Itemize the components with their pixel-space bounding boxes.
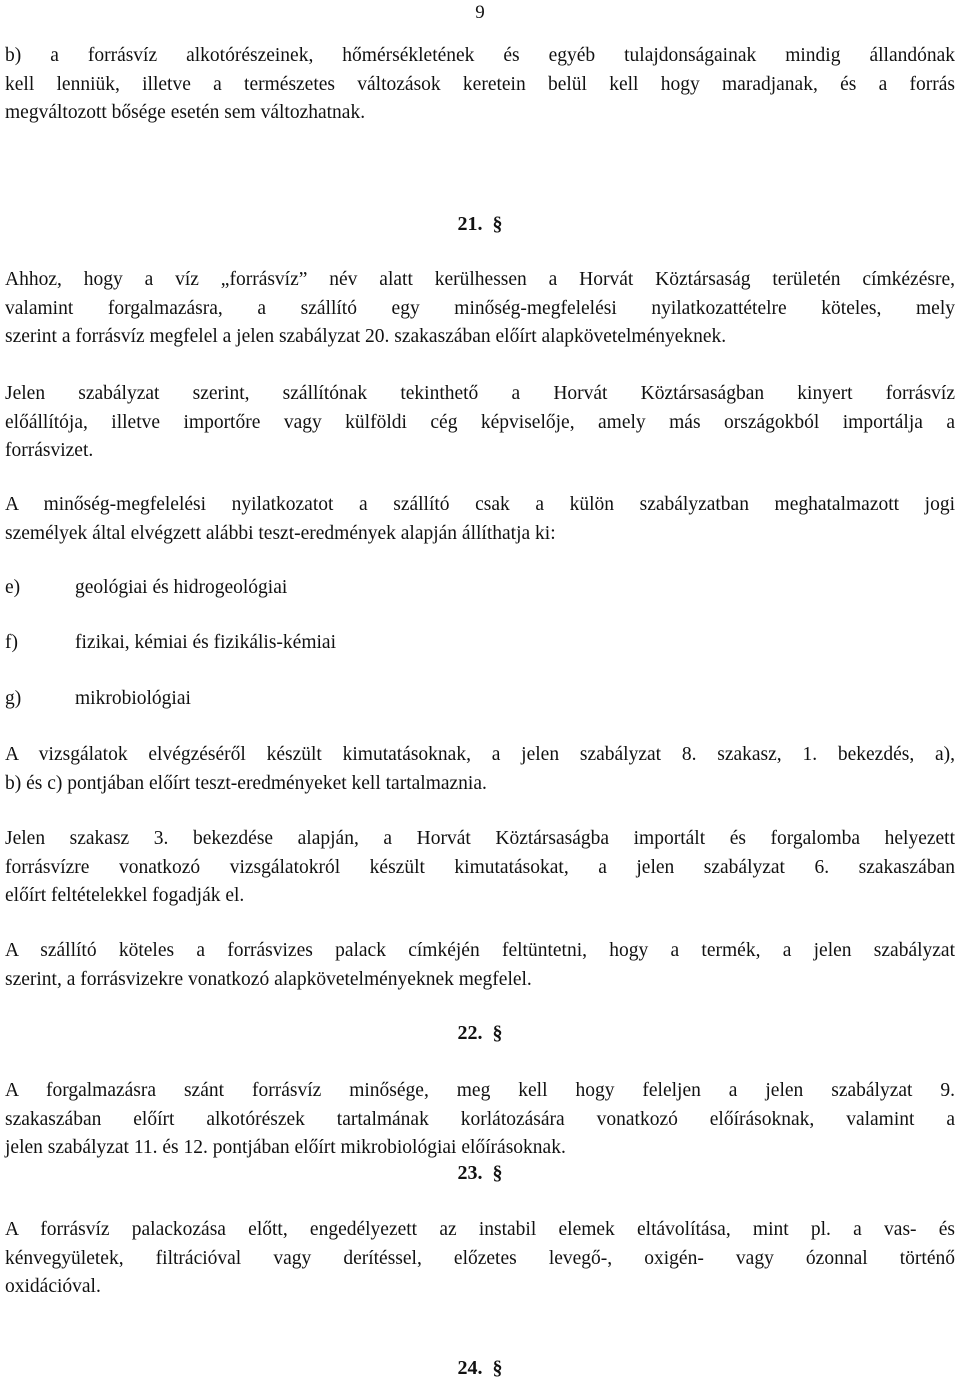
paragraph-21-5 bbox=[5, 825, 955, 911]
section-number: 22. bbox=[457, 1022, 483, 1044]
paragraph-23-1 bbox=[5, 1216, 955, 1302]
paragraph-line: kell lenniük, illetve a természetes változások keretein belül kell hogy maradjanak, és a forrás bbox=[5, 73, 955, 95]
list-letter: f) bbox=[5, 632, 18, 653]
paragraph-line: A forrásvíz palackozása előtt, engedélyezett az instabil elemek eltávolítása, mint pl. a vas- és bbox=[5, 1219, 955, 1240]
paragraph-line: szerint a forrásvíz megfelel a jelen szabályzat 20. szakaszában előírt alapkövetelményeknek. bbox=[5, 326, 727, 347]
paragraph-line: előállítója, illetve importőre vagy külföldi cég képviselője, amely más országokból importálja a bbox=[5, 411, 955, 433]
list-item-f bbox=[5, 629, 336, 657]
section-number: 23. bbox=[457, 1162, 483, 1184]
paragraph-21-3 bbox=[5, 491, 955, 548]
paragraph-line: előírt feltételekkel fogadják el. bbox=[5, 885, 245, 906]
paragraph-line: forrásvizet. bbox=[5, 440, 94, 461]
paragraph-line: A vizsgálatok elvégzéséről készült kimutatásoknak, a jelen szabályzat 8. szakasz, 1. bekezdés, a), bbox=[5, 744, 955, 765]
section-symbol: § bbox=[492, 1162, 503, 1184]
paragraph-21-6 bbox=[5, 937, 955, 994]
paragraph-line: megváltozott bősége esetén sem változhatnak. bbox=[5, 102, 366, 123]
paragraph-line: b) a forrásvíz alkotórészeinek, hőmérsékletének és egyéb tulajdonságainak mindig állandónak bbox=[5, 45, 955, 66]
paragraph-line: szakaszában előírt alkotórészek tartalmának korlátozására vonatkozó előírásoknak, valamint a bbox=[5, 1108, 955, 1130]
list-text: mikrobiológiai bbox=[75, 688, 191, 709]
paragraph-22-1 bbox=[5, 1077, 955, 1163]
paragraph-line: Ahhoz, hogy a víz „forrásvíz” név alatt kerülhessen a Horvát Köztársaság területén címkézésre, bbox=[5, 269, 955, 290]
list-text: fizikai, kémiai és fizikális-kémiai bbox=[75, 632, 336, 653]
paragraph-21-4 bbox=[5, 741, 955, 798]
section-number: 21. bbox=[457, 213, 483, 235]
paragraph-line: jelen szabályzat 11. és 12. pontjában előírt mikrobiológiai előírásoknak. bbox=[5, 1137, 566, 1158]
paragraph-21-2 bbox=[5, 380, 955, 466]
paragraph-b bbox=[5, 42, 955, 128]
section-number: 24. bbox=[457, 1357, 483, 1379]
paragraph-line: valamint forgalmazásra, a szállító egy minőség-megfelelési nyilatkozattételre köteles, mely bbox=[5, 297, 955, 319]
paragraph-line: A szállító köteles a forrásvizes palack címkéjén feltüntetni, hogy a termék, a jelen szabályzat bbox=[5, 940, 955, 961]
list-item-e bbox=[5, 574, 287, 602]
paragraph-line: szerint, a forrásvizekre vonatkozó alapkövetelményeknek megfelel. bbox=[5, 968, 532, 990]
section-23-heading bbox=[0, 1162, 960, 1185]
paragraph-line: Jelen szabályzat szerint, szállítónak tekinthető a Horvát Köztársaságban kinyert forrásvíz bbox=[5, 383, 955, 404]
section-24-heading bbox=[0, 1357, 960, 1380]
list-letter: g) bbox=[5, 688, 22, 709]
section-22-heading bbox=[0, 1022, 960, 1045]
list-letter: e) bbox=[5, 577, 21, 598]
paragraph-line: A minőség-megfelelési nyilatkozatot a szállító csak a külön szabályzatban meghatalmazott jogi bbox=[5, 494, 955, 515]
list-text: geológiai és hidrogeológiai bbox=[75, 577, 288, 598]
page-number: 9 bbox=[475, 2, 485, 23]
paragraph-line: személyek által elvégzett alábbi teszt-eredmények alapján állíthatja ki: bbox=[5, 522, 556, 544]
paragraph-line: b) és c) pontjában előírt teszt-eredményeket kell tartalmaznia. bbox=[5, 772, 487, 794]
paragraph-21-1 bbox=[5, 266, 955, 352]
section-symbol: § bbox=[492, 213, 503, 235]
paragraph-line: kénvegyületek, filtrációval vagy derítéssel, előzetes levegő-, oxigén- vagy ózonnal történő bbox=[5, 1247, 955, 1269]
section-symbol: § bbox=[492, 1357, 503, 1379]
paragraph-line: A forgalmazásra szánt forrásvíz minősége, meg kell hogy feleljen a jelen szabályzat 9. bbox=[5, 1080, 955, 1101]
paragraph-line: forrásvízre vonatkozó vizsgálatokról készült kimutatásokat, a jelen szabályzat 6. szakaszában bbox=[5, 856, 955, 878]
paragraph-line: oxidációval. bbox=[5, 1276, 101, 1297]
section-21-heading bbox=[0, 213, 960, 236]
list-item-g bbox=[5, 685, 191, 713]
section-symbol: § bbox=[492, 1022, 503, 1044]
paragraph-line: Jelen szakasz 3. bekezdése alapján, a Horvát Köztársaságba importált és forgalomba helyezett bbox=[5, 828, 955, 849]
